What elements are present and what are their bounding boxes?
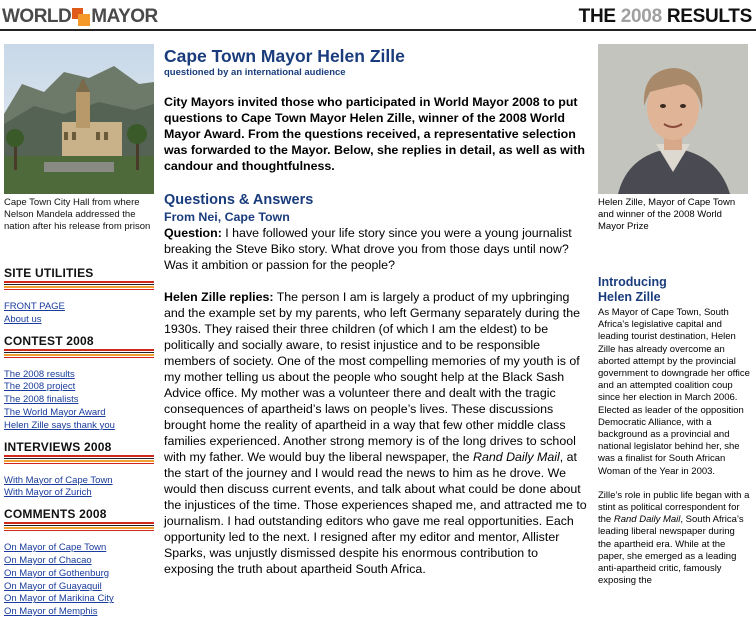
sidebar-link[interactable]: The 2008 project: [4, 381, 76, 393]
logo-text-mayor: MAYOR: [91, 6, 158, 27]
reply-text-2: , at the start of the journey and I would read the news to him as he drove. We would then discuss current events, and talk about what could be done about the injustices of the time. Those experiences shaped me, and attracted me to journalism. I had outstanding editors who gave me real opportunities. Each opportunity led to the next. I resigned after my editor and mentor, Allister Sparks, was unjustly dismissed despite his enormous contribution to exposing the truth about apartheid South Africa.: [164, 450, 587, 576]
results-prefix: THE: [578, 6, 616, 27]
question-source: [164, 209, 588, 225]
qa-heading: Questions & Answers: [164, 192, 314, 208]
introducing-line-2: Helen Zille: [598, 290, 661, 304]
article-subtitle: questioned by an international audience: [164, 67, 346, 78]
sidebar-link-item: [4, 568, 154, 581]
sidebar-link-item: [4, 475, 154, 488]
article-intro: City Mayors invited those who participated in World Mayor 2008 to put questions to Cape Town Mayor Helen Zille, winner of the 2008 World Mayor Award. From the questions received, a representative selection was forwarded to the Mayor. Below, she replies in detail, as well as with candour and thoughtfulness.: [164, 95, 585, 173]
logo-text-world: WORLD: [2, 6, 72, 27]
sidebar-link-item: [4, 420, 154, 433]
bio-text-a: Zille’s role in public life began with a stint as political correspondent for the: [598, 489, 750, 526]
sidebar-link[interactable]: FRONT PAGE: [4, 301, 65, 312]
sidebar-link[interactable]: On Mayor of Cape Town: [4, 542, 107, 554]
sidebar-link-list: [4, 301, 154, 327]
sidebar-link-item: [4, 581, 154, 594]
sidebar-link[interactable]: With Mayor of Cape Town: [4, 474, 113, 486]
bio-newspaper: Rand Daily Mail: [613, 514, 681, 526]
sidebar-link-list: [4, 475, 154, 501]
results-banner: [579, 6, 752, 28]
city-hall-photo: [4, 44, 154, 194]
site-header: [0, 0, 756, 32]
sidebar-link-list: [4, 369, 154, 433]
logo-squares-icon: [72, 8, 90, 26]
sidebar-link-item: [4, 301, 154, 314]
city-hall-caption: Cape Town City Hall from where Nelson Mandela addressed the nation after his release from prison: [4, 197, 151, 232]
sidebar-link-item: [4, 542, 154, 555]
sidebar-link[interactable]: Helen Zille says thank you: [4, 419, 115, 431]
bio-paragraph-2: [598, 490, 750, 588]
sidebar-link-item: [4, 606, 154, 619]
section-divider-bars: [4, 455, 154, 466]
results-year: 2008: [620, 6, 662, 27]
sidebar-section-title: INTERVIEWS 2008: [4, 439, 112, 454]
sidebar-section-title: CONTEST 2008: [4, 333, 94, 348]
sidebar-link[interactable]: On Mayor of Guayaquil: [4, 580, 102, 592]
introducing-line-1: Introducing: [598, 275, 667, 289]
world-mayor-logo[interactable]: [2, 6, 158, 28]
sidebar-section: [4, 263, 154, 327]
sidebar-link[interactable]: The World Mayor Award: [4, 406, 106, 418]
reply-paragraph: [164, 289, 588, 577]
question-paragraph: [164, 225, 588, 273]
sidebar-link-item: [4, 394, 154, 407]
sidebar-link[interactable]: The 2008 finalists: [4, 394, 79, 406]
bio-text-b: , South Africa’s leading liberal newspaper during the apartheid era. While at the paper, she emerged as a leading anti-apartheid critic, famously exposing the: [598, 514, 744, 587]
from-label: From Nei,: [164, 210, 225, 224]
sidebar-section-title: SITE UTILITIES: [4, 266, 94, 280]
sidebar-link[interactable]: On Mayor of Marikina City: [4, 593, 114, 605]
sidebar-section: [4, 437, 154, 501]
section-divider-bars: [4, 522, 154, 533]
main-article: [164, 46, 588, 577]
article-title: Cape Town Mayor Helen Zille: [164, 46, 405, 66]
question-label: Question:: [164, 226, 222, 240]
right-sidebar: [598, 44, 750, 587]
mayor-portrait-photo: [598, 44, 748, 194]
sidebar-link-item: [4, 593, 154, 606]
sidebar-link[interactable]: The 2008 results: [4, 368, 75, 380]
from-place: Cape Town: [224, 210, 290, 224]
section-divider-bars: [4, 281, 154, 292]
sidebar-link-item: [4, 407, 154, 420]
sidebar-link-item: [4, 487, 154, 500]
mayor-photo-caption: Helen Zille, Mayor of Cape Town and winner of the 2008 World Mayor Prize: [598, 197, 736, 232]
sidebar-link[interactable]: On Mayor of Gothenburg: [4, 567, 110, 579]
sidebar-link-item: [4, 369, 154, 382]
section-divider-bars: [4, 349, 154, 360]
sidebar-section-title: COMMENTS 2008: [4, 507, 107, 522]
reply-label: Helen Zille replies:: [164, 290, 274, 304]
question-text: I have followed your life story since you were a young journalist breaking the Steve Biko story. What drove you from those days until now? Was it ambition or passion for the people?: [164, 226, 572, 272]
sidebar-section: [4, 331, 154, 433]
bio-paragraph-1: As Mayor of Cape Town, South Africa’s legislative capital and leading tourist destination, Helen Zille has already overcome an aborted attempt by the provincial government to downgrade her office and an attempted coalition coup since her election in March 2006. Elected as leader of the opposition Democratic Alliance, with a background as a provincial and national legislator behind her, she was a finalist for South African Woman of the Year in 2003.: [598, 307, 750, 477]
sidebar-link-item: [4, 555, 154, 568]
sidebar-sections: [4, 263, 154, 619]
reply-newspaper: Rand Daily Mail: [473, 450, 560, 464]
left-sidebar: [4, 44, 154, 619]
results-suffix: RESULTS: [666, 6, 752, 27]
introducing-heading: [598, 275, 750, 305]
sidebar-link[interactable]: About us: [4, 313, 42, 325]
sidebar-link[interactable]: On Mayor of Memphis: [4, 606, 98, 618]
sidebar-link[interactable]: With Mayor of Zurich: [4, 487, 92, 499]
sidebar-link-item: [4, 381, 154, 394]
sidebar-link-list: [4, 542, 154, 619]
header-divider: [0, 29, 756, 31]
reply-text-1: The person I am is largely a product of my upbringing and the example set by my parents, who left Germany separately during the 1930s. They raised their three children (of which I am the eldest) to be politically and socially aware, to resist injustice and to be responsible members of society. One of the most compelling memories of my youth is of my mother telling us about the people who sought help at the Black Sash Advice office. My mother was a volunteer there and dealt with the tragic consequences of apartheid’s laws on people’s lives. These discussions brought home the reality of apartheid in a way that few other middle class families experienced. Another strong memory is of the long drives to school with my father. We would buy the liberal newspaper, the: [164, 290, 580, 464]
sidebar-section: [4, 504, 154, 619]
sidebar-link[interactable]: On Mayor of Chacao: [4, 554, 92, 566]
sidebar-link-item: [4, 314, 154, 327]
